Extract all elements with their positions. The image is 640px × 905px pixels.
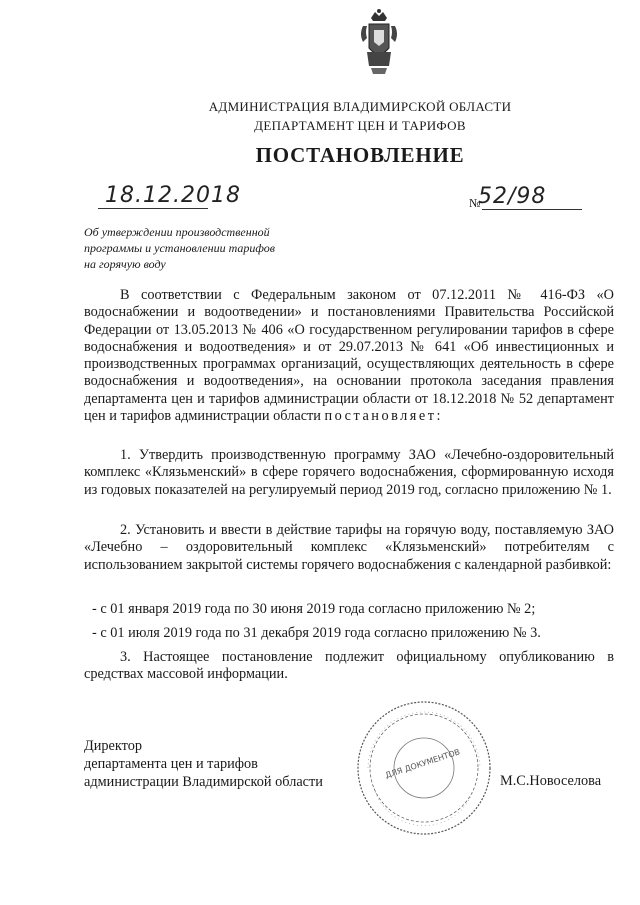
official-stamp [354, 698, 494, 838]
subject-line: на горячую воду [84, 257, 166, 271]
preamble-text: В соответствии с Федеральным законом от 07.12.2011 № 416-ФЗ «О водоснабжении и водоотведении» и постановлениями Правительства Российской Федерации от 13.05.2013 № 406 «О государственном регулировании тарифов в сфере водоснабжения и водоотведения» и от 29.07.2013 № 641 «Об инвестиционных и производственных программах организаций, осуществляющих деятельность в сфере водоснабжения и водоотведения», на основании протокола заседания правления департамента цен и тарифов администрации области от 18.12.2018 № 52 департамент цен и тарифов администрации области [84, 287, 614, 425]
clause-3: 3. Настоящее постановление подлежит официальному опубликованию в средствах массовой информации. [84, 649, 614, 683]
clause-2-period-1: - с 01 января 2019 года по 30 июня 2019 года согласно приложению № 2; [92, 601, 536, 617]
document-title: ПОСТАНОВЛЕНИЕ [255, 143, 465, 167]
document-number: 52/98 [478, 184, 547, 209]
document-subject [84, 224, 324, 272]
department-name: ДЕПАРТАМЕНТ ЦЕН И ТАРИФОВ [254, 118, 466, 133]
subject-line: программы и установлении тарифов [84, 241, 275, 255]
clause-2-period-2: - с 01 июля 2019 года по 31 декабря 2019 года согласно приложению № 3. [92, 625, 541, 641]
signatory-title: Директор [84, 738, 143, 754]
signatory-name: М.С.Новоселова [500, 773, 602, 789]
preamble-paragraph [84, 287, 614, 425]
coat-of-arms-emblem [357, 8, 401, 78]
signatory-block [84, 737, 323, 791]
stamp-text-1: ДЛЯ ДОКУМЕНТОВ [384, 747, 462, 781]
date-underline [98, 208, 208, 209]
signatory-administration: администрации Владимирской области [84, 774, 323, 790]
clause-1: 1. Утвердить производственную программу ЗАО «Лечебно-оздоровительный комплекс «Клязьменский» в сфере горячего водоснабжения, сформированную исходя из годовых показателей на регулируемый период 2019 год, согласно приложению № 1. [84, 447, 614, 498]
number-label: № [469, 196, 481, 210]
resolves-word: постановляет: [324, 408, 443, 425]
document-date: 18.12.2018 [105, 183, 241, 208]
number-underline [482, 209, 582, 210]
org-name: АДМИНИСТРАЦИЯ ВЛАДИМИРСКОЙ ОБЛАСТИ [208, 99, 512, 114]
subject-line: Об утверждении производственной [84, 225, 270, 239]
signatory-department: департамента цен и тарифов [84, 756, 258, 772]
clause-2: 2. Установить и ввести в действие тарифы на горячую воду, поставляемую ЗАО «Лечебно – оздоровительный комплекс «Клязьменский» потребителям с использованием закрытой системы горячего водоснабжения с календарной разбивкой: [84, 522, 614, 573]
